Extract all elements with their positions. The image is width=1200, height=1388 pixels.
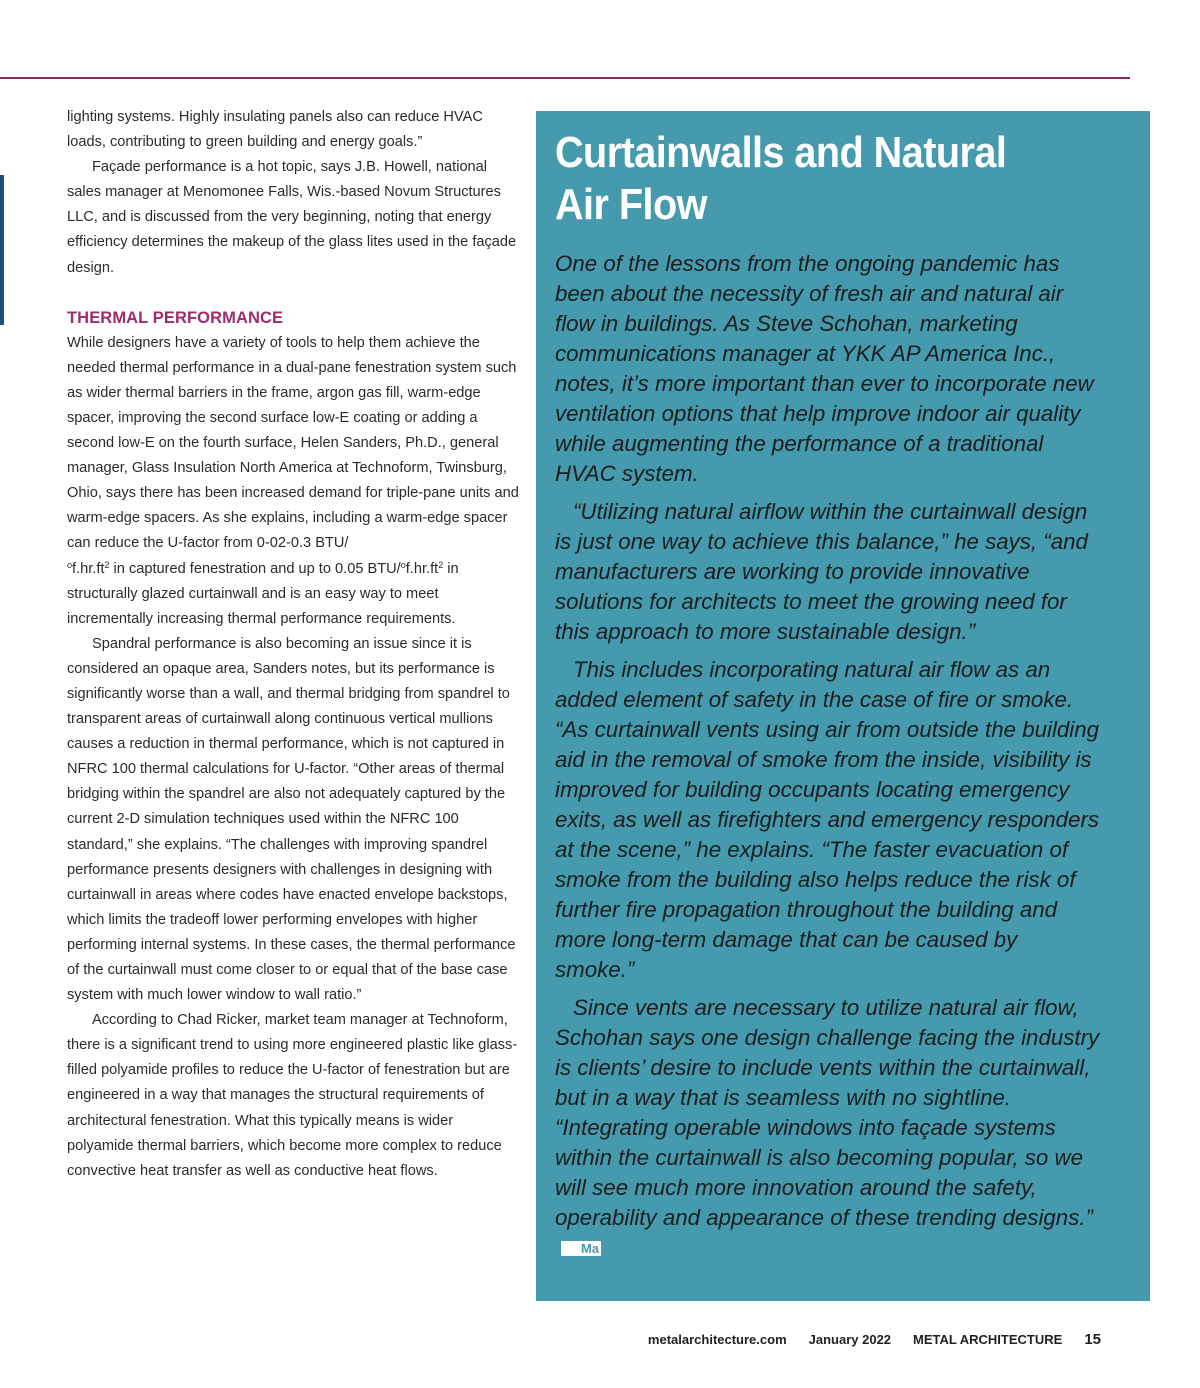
- text-span: in captured fenestration and up to 0.05 BTU/: [109, 560, 401, 577]
- ma-logo-icon: Ma: [561, 1241, 601, 1256]
- section-heading: THERMAL PERFORMANCE: [67, 308, 284, 327]
- text-span: Since vents are necessary to utilize natural air flow, Schohan says one design challenge facing the industry is clients’ desire to include vents within the curtainwall, but in a way that is seamless with no sightline. “Integrating operable windows into façade systems within the curtainwall is also becoming popular, so we will see much more innovation around the safety, operability and appearance of these trending designs.”: [555, 995, 1100, 1230]
- page-footer: [648, 1330, 1101, 1350]
- sidebar-paragraph: [555, 993, 1102, 1263]
- footer-website: metalarchitecture.com: [647, 1332, 787, 1347]
- sidebar-body: [555, 249, 1102, 1263]
- footer-magazine: METAL ARCHITECTURE: [913, 1332, 1063, 1347]
- superscript: o: [400, 559, 406, 570]
- text-span: While designers have a variety of tools to help them achieve the needed thermal performance in a dual-pane fenestration system such as wider thermal barriers in the frame, argon gas fill, warm-edge spacer, improving the second surface low-E coating or adding a second low-E on the fourth surface, Helen Sanders, Ph.D., general manager, Glass Insulation North America at Technoform, Twinsburg, Ohio, says there has been increased demand for triple-pane units and warm-edge spacers. As she explains, including a warm-edge spacer can reduce the U-factor from 0-02-0.3 BTU/: [67, 334, 519, 552]
- text-span: f.hr.ft: [72, 560, 105, 577]
- sidebar-title: Curtainwalls and Natural Air Flow: [555, 128, 1007, 229]
- main-article-column: [67, 105, 519, 1184]
- text-span: in structurally glazed curtainwall and is an easy way to meet incrementally increasing thermal performance requirements.: [67, 560, 459, 627]
- footer-date: January 2022: [808, 1332, 892, 1347]
- paragraph: lighting systems. Highly insulating panels also can reduce HVAC loads, contributing to green building and energy goals.”: [67, 109, 483, 151]
- side-accent-bar: [0, 175, 4, 325]
- sidebar-paragraph: “Utilizing natural airflow within the curtainwall design is just one way to achieve this balance,” he says, “and manufacturers are working to provide innovative solutions for architects to meet the growing need for this approach to more sustainable design.”: [555, 499, 1088, 644]
- sidebar-paragraph: One of the lessons from the ongoing pandemic has been about the necessity of fresh air and natural air flow in buildings. As Steve Schohan, marketing communications manager at YKK AP America Inc., notes, it’s more important than ever to incorporate new ventilation options that help improve indoor air quality while augmenting the performance of a traditional HVAC system.: [555, 251, 1094, 486]
- superscript: 2: [104, 559, 110, 570]
- paragraph: Façade performance is a hot topic, says J.B. Howell, national sales manager at Menomonee Falls, Wis.-based Novum Structures LLC, and is discussed from the very beginning, noting that energy efficiency determines the makeup of the glass lites used in the façade design.: [67, 159, 517, 276]
- superscript: 2: [438, 559, 444, 570]
- page-number: 15: [1084, 1331, 1101, 1348]
- superscript: o: [67, 559, 73, 570]
- paragraph: According to Chad Ricker, market team manager at Technoform, there is a significant trend to using more engineered plastic like glass-filled polyamide profiles to reduce the U-factor of fenestration but are engineered in a way that manages the structural requirements of architectural fenestration. What this typically means is wider polyamide thermal barriers, which become more complex to reduce convective heat transfer as well as conductive heat flows.: [67, 1012, 518, 1179]
- top-rule: [0, 77, 1130, 79]
- sidebar-box: [536, 111, 1150, 1301]
- sidebar-paragraph: This includes incorporating natural air flow as an added element of safety in the case of fire or smoke. “As curtainwall vents using air from outside the building aid in the removal of smoke from the inside, visibility is improved for building occupants locating emergency exits, as well as firefighters and emergency responders at the scene,” he explains. “The faster evacuation of smoke from the building also helps reduce the risk of further fire propagation throughout the building and more long-term damage that can be caused by smoke.”: [555, 657, 1100, 982]
- paragraph: [67, 331, 519, 632]
- text-span: f.hr.ft: [405, 560, 439, 577]
- paragraph: Spandral performance is also becoming an issue since it is considered an opaque area, Sanders notes, but its performance is significantly worse than a wall, and thermal bridging from spandrel to transparent areas of curtainwall along continuous vertical mullions causes a reduction in thermal performance, which is not captured in NFRC 100 thermal calculations for U-factor. “Other areas of thermal bridging within the spandrel are also not adequately captured by the current 2-D simulation techniques used within the NFRC 100 standard,” she explains. “The challenges with improving spandrel performance presents designers with challenges in designing with curtainwall in areas where codes have enacted envelope backstops, which limits the tradeoff lower performing envelopes with higher performing internal systems. In these cases, the thermal performance of the curtainwall must come closer to or equal that of the base case system with much lower window to wall ratio.”: [67, 635, 516, 1004]
